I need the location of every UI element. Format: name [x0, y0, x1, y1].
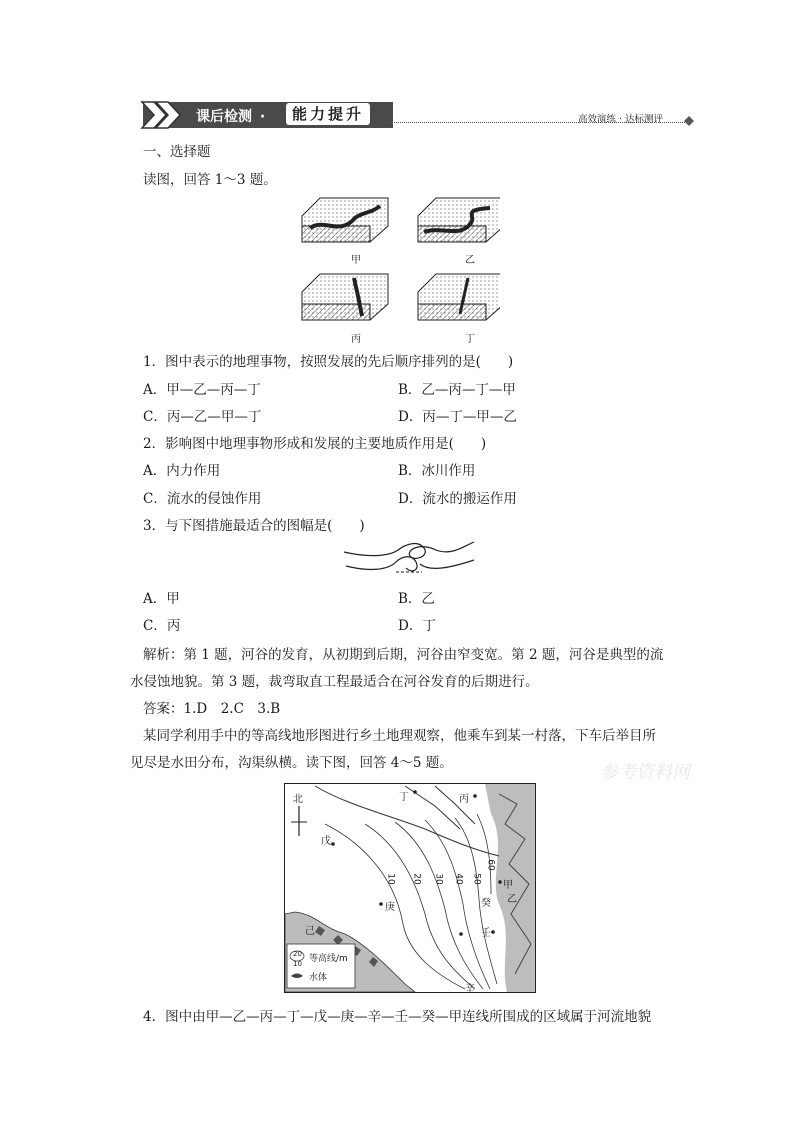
q1-option-d: D．丙—丁—甲—乙 [398, 409, 517, 425]
q2-option-a: A．内力作用 [143, 463, 221, 479]
q2-option-c: C．流水的侵蚀作用 [143, 491, 262, 507]
contour-label-60: 60 [485, 859, 496, 871]
q2-stem: 2．影响图中地理事物形成和发展的主要地质作用是( ) [143, 436, 487, 452]
diagram-jia [302, 198, 388, 242]
section-title: 一、选择题 [143, 144, 211, 160]
q3-option-c: C．丙 [143, 618, 181, 634]
contour-map [284, 783, 536, 993]
q3-option-a: A．甲 [143, 591, 180, 607]
map-place-yi: 乙 [507, 894, 517, 905]
q3-option-d: D．丁 [398, 618, 436, 634]
contour-label-10: 10 [385, 873, 396, 885]
q1-option-a: A．甲—乙—丙—丁 [143, 382, 261, 398]
map-place-ji: 己 [305, 926, 315, 937]
analysis-line-2: 水侵蚀地貌。第 3 题，裁弯取直工程最适合在河谷发育的后期进行。 [130, 674, 539, 690]
map-place-wu: 戊 [321, 836, 331, 847]
fig-label-bing: 丙 [351, 334, 361, 345]
intro-2-line-1: 某同学利用手中的等高线地形图进行乡土地理观察，他乘车到某一村落，下车后举目所 [143, 728, 656, 744]
header-right: 高效演练 · 达标测评 [578, 114, 664, 125]
contour-label-50: 50 [471, 873, 482, 885]
north-arrow-icon [291, 806, 307, 836]
q2-option-d: D．流水的搬运作用 [398, 491, 517, 507]
watermark: 参考资料网 [600, 762, 690, 783]
map-place-xin: 辛 [465, 984, 475, 995]
fig-label-ding: 丁 [465, 334, 475, 345]
diagram-ding [418, 274, 500, 320]
header-title-a: 课后检测 [196, 109, 252, 125]
map-place-ding: 丁 [399, 792, 409, 803]
fig-label-yi: 乙 [465, 255, 475, 266]
intro-1: 读图，回答 1～3 题。 [143, 172, 277, 188]
q2-option-b: B．冰川作用 [398, 463, 476, 479]
diagram-yi [418, 198, 500, 242]
valley-diagrams-figure [300, 196, 500, 336]
q1-option-c: C．丙—乙—甲—丁 [143, 409, 262, 425]
legend-contour-top-value: 20 [293, 950, 302, 958]
diamond-icon [684, 116, 694, 126]
map-place-ren: 壬 [481, 928, 491, 939]
header-dot: · [259, 109, 266, 125]
header-title-b: 能力提升 [286, 103, 370, 125]
map-north-label: 北 [293, 794, 303, 805]
contour-label-40: 40 [453, 873, 464, 885]
map-place-geng: 庚 [385, 902, 395, 913]
legend-contour-bottom-value: 10 [293, 960, 302, 968]
contour-label-20: 20 [411, 873, 422, 885]
q4-stem: 4．图中由甲—乙—丙—丁—戊—庚—辛—壬—癸—甲连线所围成的区域属于河流地貌 [143, 1009, 652, 1025]
map-place-jia: 甲 [503, 880, 513, 891]
analysis-line-1: 解析：第 1 题，河谷的发育，从初期到后期，河谷由窄变宽。第 2 题，河谷是典型的流 [143, 647, 664, 663]
legend-contour-label: 等高线/m [309, 954, 348, 964]
q1-option-b: B．乙—丙—丁—甲 [398, 382, 516, 398]
intro-2-line-2: 见尽是水田分布，沟渠纵横。读下图，回答 4～5 题。 [130, 755, 453, 771]
answer-line: 答案：1.D 2.C 3.B [143, 701, 281, 717]
q1-stem: 1．图中表示的地理事物，按照发展的先后顺序排列的是( ) [143, 354, 514, 370]
q3-stem: 3．与下图措施最适合的图幅是( ) [143, 518, 365, 534]
fig-label-jia: 甲 [351, 255, 361, 266]
meander-cutoff-figure [340, 538, 480, 580]
map-place-gui: 癸 [481, 898, 491, 909]
contour-label-30: 30 [433, 873, 444, 885]
map-place-bing: 丙 [459, 794, 469, 805]
q3-option-b: B．乙 [398, 591, 435, 607]
chevron-arrows-icon [140, 100, 190, 130]
legend-water-label: 水体 [309, 973, 328, 983]
diagram-bing [302, 274, 388, 320]
